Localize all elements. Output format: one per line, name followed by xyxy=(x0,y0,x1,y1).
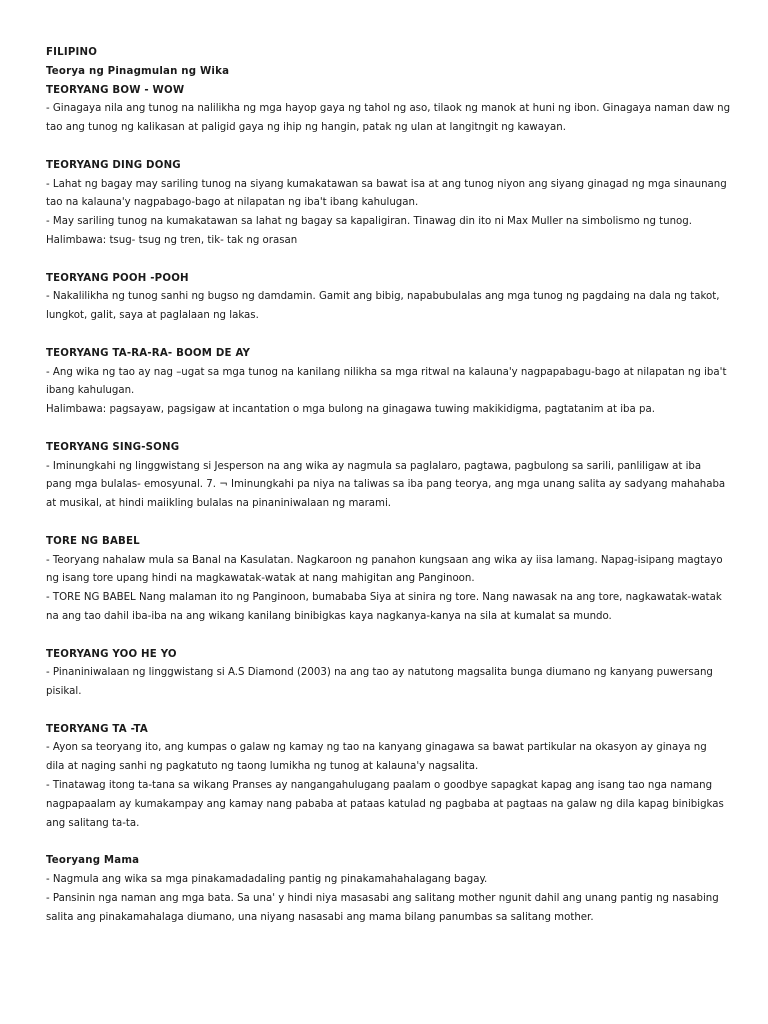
body-text-line: Halimbawa: tsug- tsug ng tren, tik- tak ng orasan xyxy=(46,234,298,246)
theory-section xyxy=(46,646,726,702)
body-text-line: - Lahat ng bagay may sariling tunog na siyang kumakatawan sa bawat isa at ang tunog niyon ang siyang ginagad ng mga sinaunang xyxy=(46,178,727,190)
section-heading: TEORYANG YOO HE YO xyxy=(46,648,177,660)
body-text-line: nagpapaalam ay kumakampay ang kamay nang pababa at pataas katulad ng pagbaba at pagtaas na galaw ng dila kapag binibigkas xyxy=(46,798,724,810)
theory-section xyxy=(46,157,726,251)
body-text-line: pisikal. xyxy=(46,686,82,698)
body-text-line: pang mga bulalas- emosyunal. 7. ¬ Iminungkahi pa niya na taliwas sa iba pang teorya, ang mga unang salita ay sadyang mahahaba xyxy=(46,479,726,491)
section-heading: TEORYANG POOH -POOH xyxy=(46,272,189,284)
section-heading: TEORYANG BOW - WOW xyxy=(46,84,185,96)
body-text-line: ng isang tore upang hindi na magkawatak-watak at nang mahigitan ang Panginoon. xyxy=(46,573,475,585)
section-heading: TEORYANG DING DONG xyxy=(46,159,181,171)
body-text-line: tao na kalauna'y nagpabago-bago at nilapatan ng iba't ibang kahulugan. xyxy=(46,197,419,209)
body-text-line: - Pansinin nga naman ang mga bata. Sa una' y hindi niya masasabi ang salitang mother ngunit dahil ang unang pantig ng nasabing xyxy=(46,892,719,904)
body-text-line: lungkot, galit, saya at paglalaan ng lakas. xyxy=(46,310,259,322)
body-text-line: salita ang pinakamahalaga diumano, una niyang nasasabi ang mama bilang panumbas sa salitang mother. xyxy=(46,911,594,923)
body-text-line: - Iminungkahi ng linggwistang si Jesperson na ang wika ay nagmula sa paglalaro, pagtawa, pagbulong sa sarili, panliligaw at iba xyxy=(46,460,702,472)
body-text-line: - Ayon sa teoryang ito, ang kumpas o galaw ng kamay ng tao na kanyang ginagawa sa bawat partikular na okasyon ay ginaya ng xyxy=(46,742,707,754)
sections-container xyxy=(46,82,731,928)
body-text-line: - Nakalilikha ng tunog sanhi ng bugso ng damdamin. Gamit ang bibig, napabubulalas ang mga tunog ng pagdaing na dala ng takot, xyxy=(46,291,720,303)
body-text-line: - May sariling tunog na kumakatawan sa lahat ng bagay sa kapaligiran. Tinawag din ito ni Max Muller na simbolismo ng tunog. xyxy=(46,216,692,228)
body-text-line: tao ang tunog ng kalikasan at paligid gaya ng ihip ng hangin, patak ng ulan at langitngit ng kawayan. xyxy=(46,122,566,134)
document-page xyxy=(46,44,731,927)
body-text-line: Halimbawa: pagsayaw, pagsigaw at incantation o mga bulong na ginagawa tuwing makikidigma, pagtatanim at iba pa. xyxy=(46,404,655,416)
body-text-line: na ang tao dahil iba-iba na ang wikang kanilang binibigkas kaya nagkanya-kanya na sila at kumalat sa mundo. xyxy=(46,610,612,622)
section-heading: TORE NG BABEL xyxy=(46,535,140,547)
body-text-line: - TORE NG BABEL Nang malaman ito ng Panginoon, bumababa Siya at sinira ng tore. Nang nawasak na ang tore, nagkawatak-watak xyxy=(46,592,722,604)
theory-section xyxy=(46,439,726,514)
theory-section xyxy=(46,345,726,420)
body-text-line: ang salitang ta-ta. xyxy=(46,817,140,829)
body-text-line: - Tinatawag itong ta-tana sa wikang Pranses ay nangangahulugang paalam o goodbye sapagkat kapag ang isang tao nga namang xyxy=(46,780,713,792)
body-text-line: at musikal, at hindi maiikling bulalas na pinaniniwalaan ng marami. xyxy=(46,498,392,510)
document-title: Teorya ng Pinagmulan ng Wika xyxy=(46,65,230,77)
section-heading: TEORYANG TA-RA-RA- BOOM DE AY xyxy=(46,347,251,359)
body-text-line: - Nagmula ang wika sa mga pinakamadadaling pantig ng pinakamahahalagang bagay. xyxy=(46,874,488,886)
body-text-line: - Ginagaya nila ang tunog na nalilikha ng mga hayop gaya ng tahol ng aso, tilaok ng manok at huni ng ibon. Ginagaya naman daw ng xyxy=(46,103,731,115)
body-text-line: - Pinaniniwalaan ng linggwistang si A.S Diamond (2003) na ang tao ay natutong magsalita bunga diumano ng kanyang puwersang xyxy=(46,667,713,679)
subject-heading: FILIPINO xyxy=(46,47,98,58)
theory-section xyxy=(46,721,726,834)
theory-section xyxy=(46,852,726,927)
body-text-line: ibang kahulugan. xyxy=(46,385,135,397)
body-text-line: - Ang wika ng tao ay nag –ugat sa mga tunog na kanilang nilikha sa mga ritwal na kalauna'y nagpapabagu-bago at nilapatan ng iba't xyxy=(46,366,727,378)
body-text-line: - Teoryang nahalaw mula sa Banal na Kasulatan. Nagkaroon ng panahon kungsaan ang wika ay iisa lamang. Napag-isipang magtayo xyxy=(46,554,723,566)
theory-section xyxy=(46,533,726,627)
body-text-line: dila at naging sanhi ng pagkatuto ng taong lumikha ng tunog at kalauna'y nagsalita. xyxy=(46,761,479,773)
theory-section xyxy=(46,82,731,138)
section-heading: Teoryang Mama xyxy=(46,855,140,867)
theory-section xyxy=(46,270,726,326)
section-heading: TEORYANG TA -TA xyxy=(46,723,148,735)
section-heading: TEORYANG SING-SONG xyxy=(46,441,180,453)
